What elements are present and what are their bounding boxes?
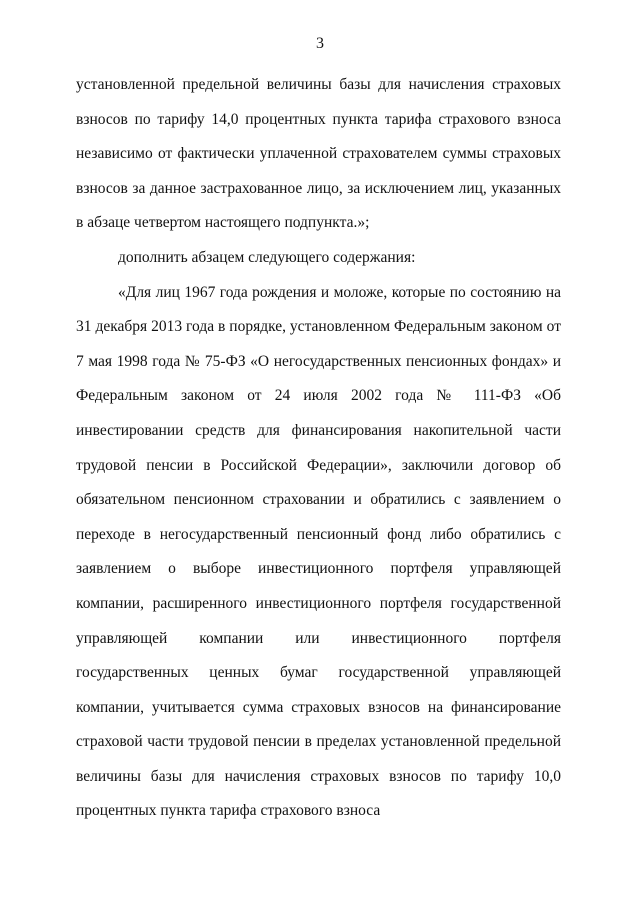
text-line: установленной предельной величины базы для начисления страховых	[76, 733, 561, 785]
document-body	[76, 68, 561, 829]
text-line: «Для лиц 1967 года рождения и моложе, которые по состоянию на 31	[76, 283, 561, 336]
text-line: переходе в негосударственный пенсионный фонд либо обратились с	[76, 525, 561, 543]
text-line: независимо от фактически уплаченной страхователем суммы страховых	[76, 145, 561, 163]
text-line: расширенного инвестиционного портфеля государственной управляющей	[76, 594, 561, 647]
text-line: обязательном пенсионном страховании и обратились с заявлением о	[76, 491, 561, 509]
page-number: 3	[316, 35, 324, 52]
text-line: инвестировании средств для финансирования накопительной части	[76, 421, 561, 439]
text-line: трудовой пенсии в Российской Федерации», заключили договор об	[76, 456, 561, 474]
text-line: установленной предельной величины базы для начисления страховых	[76, 76, 561, 93]
text-line: абзаце четвертом настоящего подпункта.»;	[87, 214, 370, 232]
text-line: компании или инвестиционного портфеля государственных ценных бумаг	[76, 629, 561, 682]
paragraph-amendment-intro	[76, 241, 561, 276]
text-line: дополнить абзацем следующего содержания:	[118, 248, 416, 266]
text-line: взносов по тарифу 14,0 процентных пункта тарифа страхового взноса	[76, 110, 561, 128]
text-line: государственной управляющей компании, учитывается сумма страховых	[76, 664, 562, 716]
text-line: заявлением о выборе инвестиционного портфеля управляющей компании,	[76, 560, 561, 612]
text-line: мая 1998 года № 75-ФЗ «О негосударственных пенсионных фондах» и	[88, 352, 562, 370]
paragraph-continuation	[76, 68, 561, 241]
text-line: взносов за данное застрахованное лицо, за исключением лиц, указанных в	[76, 179, 561, 232]
text-line: взносов по тарифу 10,0 процентных пункта тарифа страхового взноса	[76, 767, 561, 820]
text-line: взносов на финансирование страховой части трудовой пенсии в пределах	[76, 698, 561, 751]
text-line: Федеральным законом от 24 июля 2002 года № 111-ФЗ «Об	[76, 387, 561, 405]
text-line: декабря 2013 года в порядке, установленном Федеральным законом от 7	[76, 318, 562, 370]
paragraph-new-clause	[76, 276, 561, 830]
